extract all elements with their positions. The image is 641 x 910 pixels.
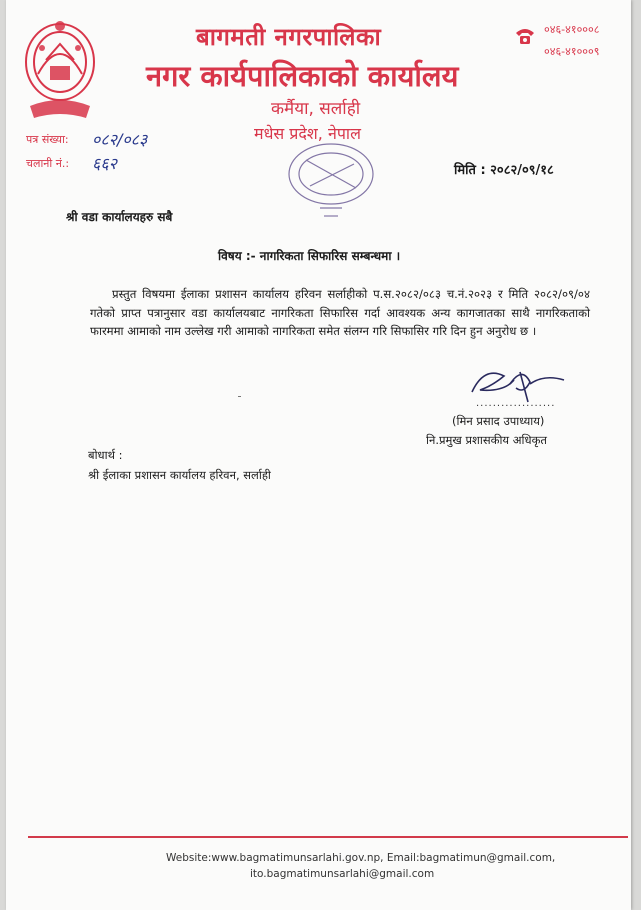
signature-dots: ................... — [476, 398, 556, 409]
cc-label: बोधार्थ : — [88, 448, 123, 462]
subject-line: विषय :- नागरिकता सिफारिस सम्बन्धमा । — [218, 249, 401, 263]
municipality-name: बागमती नगरपालिका — [196, 23, 382, 51]
office-location: कर्मैया, सर्लाही — [271, 99, 361, 119]
stray-mark — [238, 396, 241, 397]
letter-date: मिति : २०८२/०९/१८ — [454, 163, 554, 178]
dispatch-number-value: ६६२ — [92, 154, 117, 173]
office-name: नगर कार्यपालिकाको कार्यालय — [146, 59, 459, 93]
letter-number-value: ०८२/०८३ — [92, 130, 148, 149]
footer-divider — [28, 836, 628, 838]
phone-number-2: ०४६-४१०००९ — [544, 45, 600, 58]
letter-page — [6, 0, 631, 910]
cc-recipient: श्री ईलाका प्रशासन कार्यालय हरिवन, सर्लाही — [88, 468, 271, 482]
letter-number-label: पत्र संख्या: — [26, 133, 69, 146]
footer-contact-line-1: Website:www.bagmatimunsarlahi.gov.np, Email:bagmatimun@gmail.com, — [166, 852, 556, 864]
signatory-name: (मिन प्रसाद उपाध्याय) — [452, 414, 545, 428]
letter-body: प्रस्तुत विषयमा ईलाका प्रशासन कार्यालय हरिवन सर्लाहीको प.स.२०८२/०८३ च.नं.२०२३ र मिति २०८२/०९/०४ गतेको प्राप्त पत्रानुसार वडा कार्यालयबाट नागरिकता सिफारिस गर्दा आवश्यक अन्य कागजातका साथै नागरिकताको फारममा आमाको नाम उल्लेख गरी आमाको नागरिकता समेत संलग्न गरि सिफासिर गरि दिन हुन अनुरोध छ । — [90, 287, 590, 338]
phone-icon — [514, 26, 536, 46]
nepal-emblem-icon — [20, 14, 100, 126]
footer-contact-line-2: ito.bagmatimunsarlahi@gmail.com — [250, 868, 435, 880]
dispatch-number-label: चलानी नं.: — [26, 157, 70, 170]
recipient: श्री वडा कार्यालयहरु सबै — [66, 210, 173, 224]
signatory-designation: नि.प्रमुख प्रशासकीय अधिकृत — [426, 433, 547, 447]
province-name: मधेस प्रदेश, नेपाल — [254, 124, 361, 143]
office-stamp-icon — [276, 138, 386, 224]
phone-number-1: ०४६-४१०००८ — [544, 23, 600, 36]
